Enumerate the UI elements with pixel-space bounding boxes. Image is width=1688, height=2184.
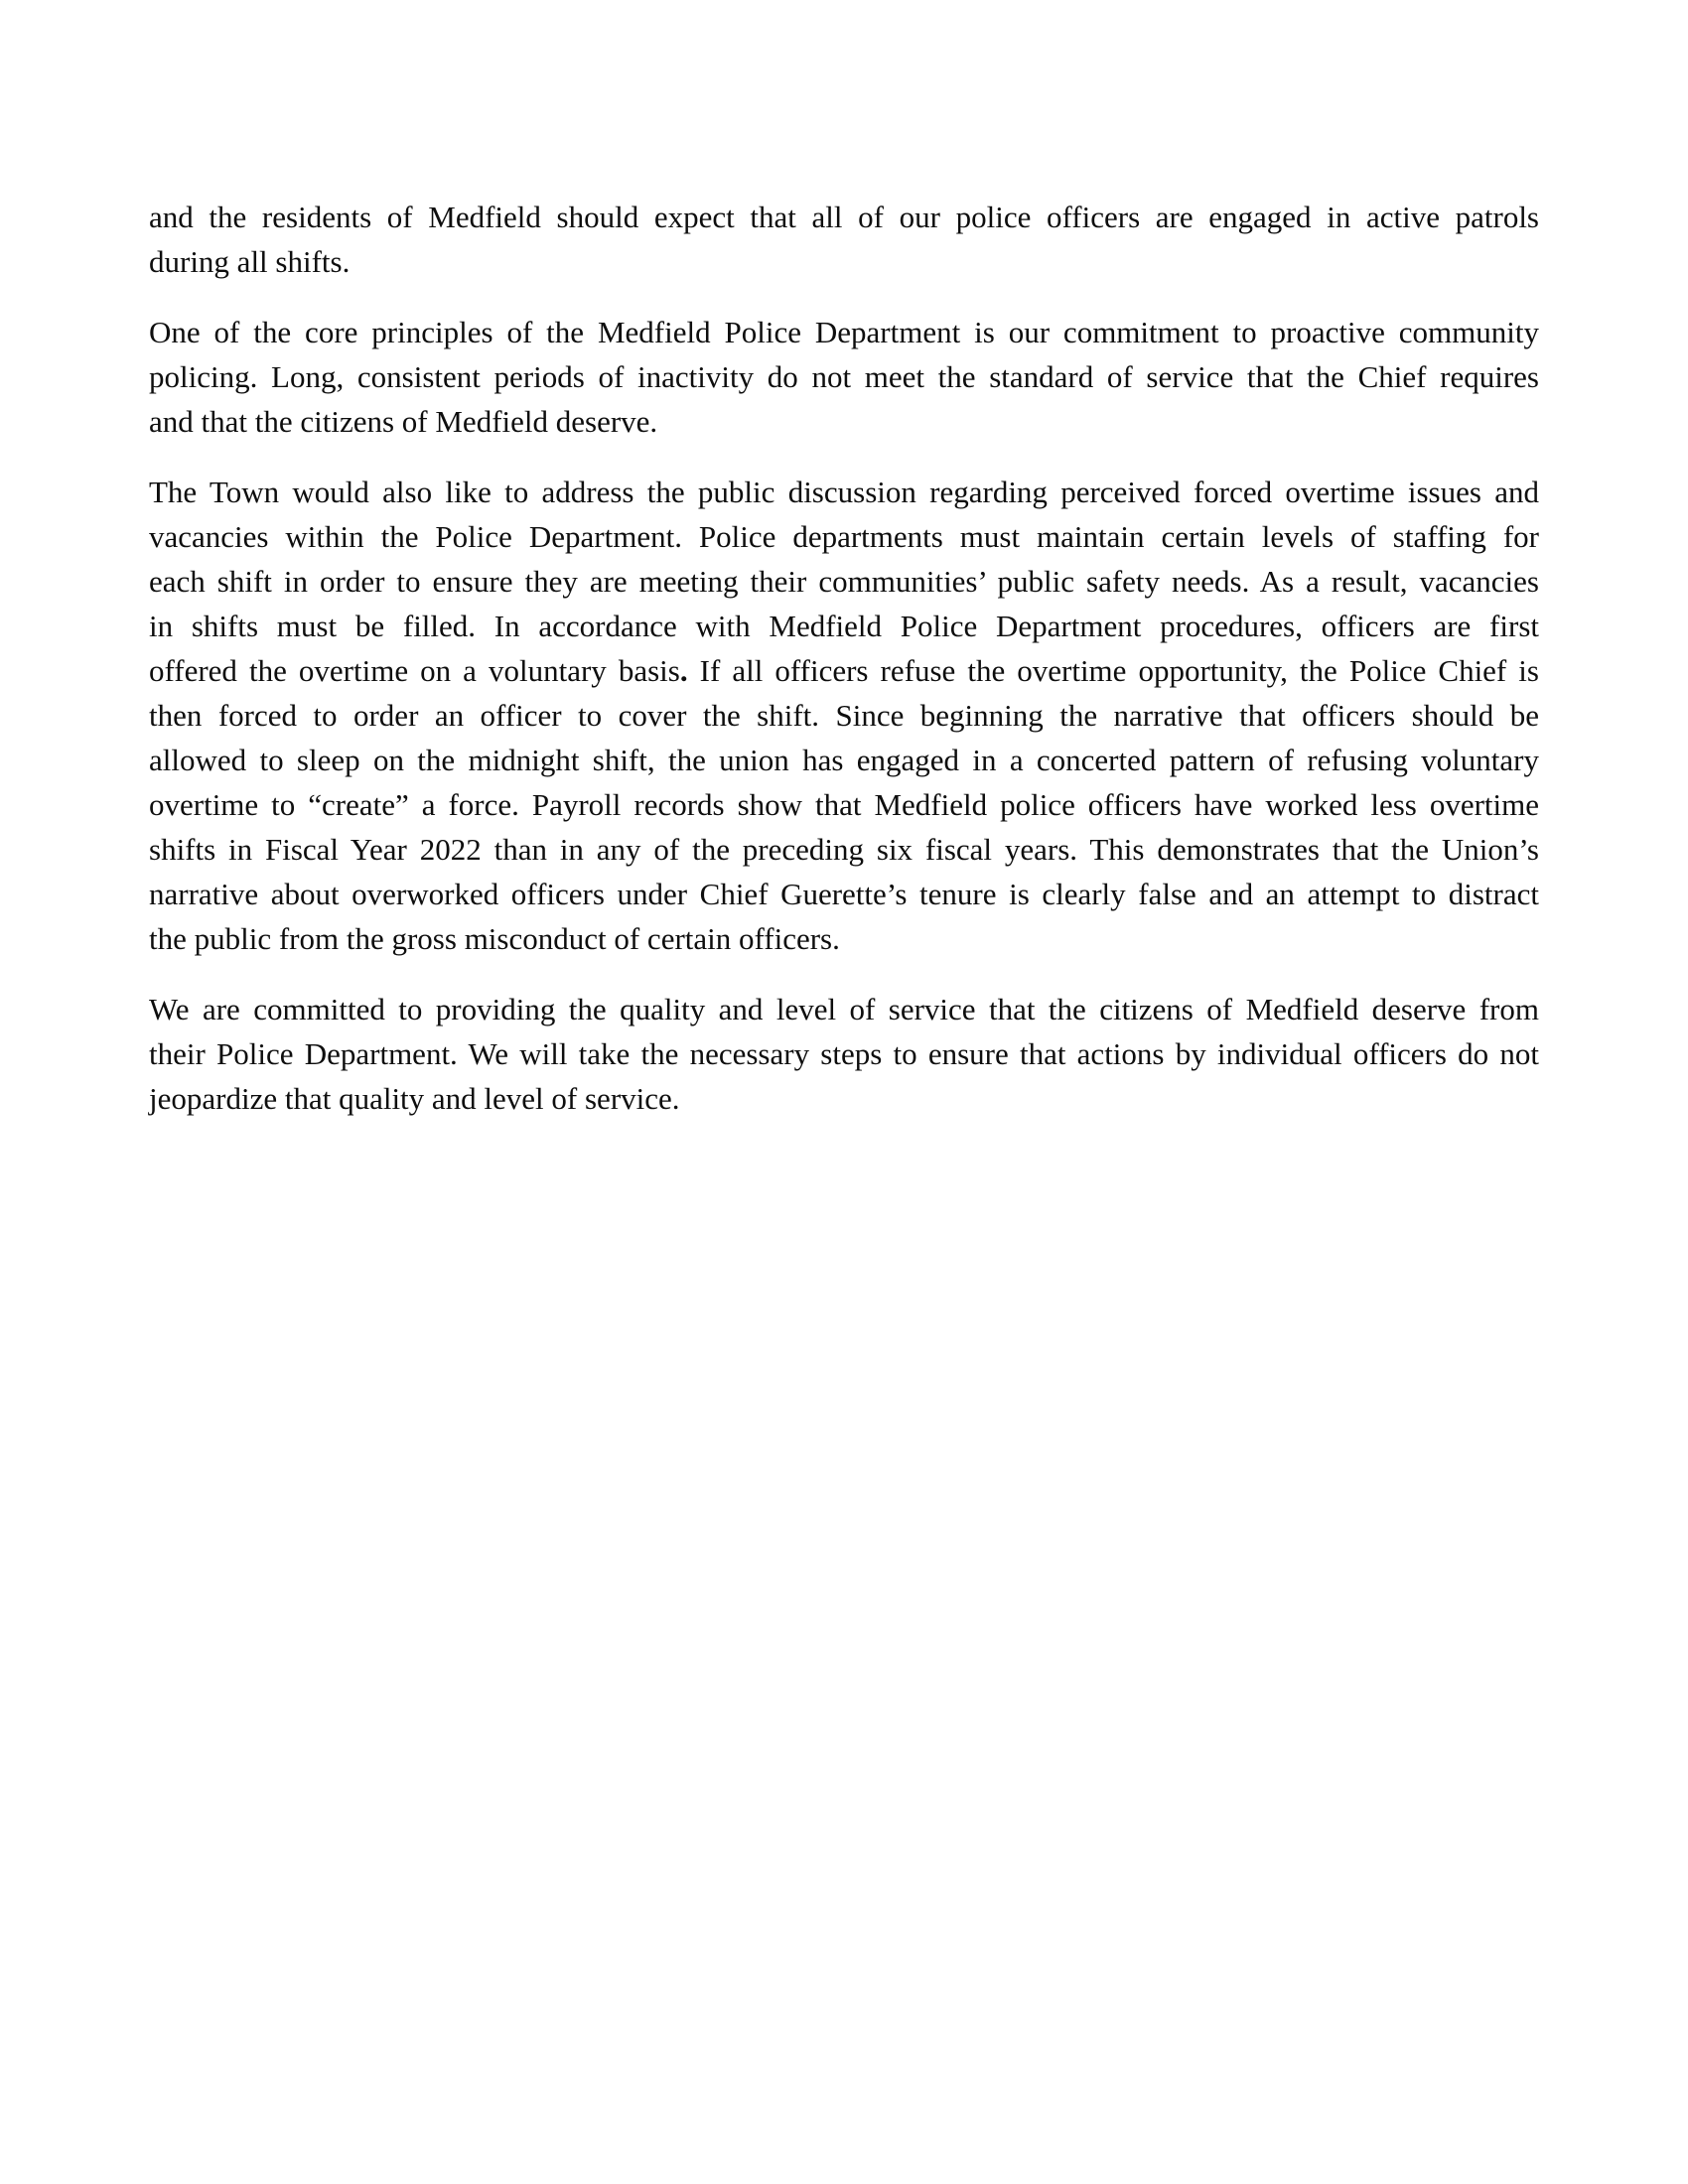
text-line: allowed to sleep on the midnight shift, the union has engaged in a concerted pattern of refusing voluntary — [149, 743, 1539, 777]
text-line: and the residents of Medfield should expect that all of our police officers are engaged in active patrols — [149, 200, 1539, 234]
paragraph — [149, 310, 1539, 444]
text-line: shifts in Fiscal Year 2022 than in any of the preceding six fiscal years. This demonstrates that the Union’s — [149, 832, 1539, 867]
text-line: during all shifts. — [149, 244, 351, 279]
text-segment: If all officers refuse the overtime opportunity, the Police Chief is — [687, 653, 1539, 688]
text-line: each shift in order to ensure they are meeting their communities’ public safety needs. As a result, vacancies — [149, 564, 1539, 599]
text-segment: offered the overtime on a voluntary basis — [149, 653, 680, 688]
text-line: One of the core principles of the Medfield Police Department is our commitment to proactive community — [149, 315, 1539, 349]
text-line: then forced to order an officer to cover the shift. Since beginning the narrative that officers should be — [149, 698, 1539, 733]
text-line: and that the citizens of Medfield deserve. — [149, 404, 658, 439]
text-line: jeopardize that quality and level of service. — [149, 1081, 680, 1116]
bold-period: . — [679, 653, 688, 688]
text-line: the public from the gross misconduct of certain officers. — [149, 921, 840, 956]
text-line: We are committed to providing the quality and level of service that the citizens of Medfield deserve from — [149, 992, 1539, 1026]
text-line: vacancies within the Police Department. Police departments must maintain certain levels of staffing for — [149, 519, 1539, 554]
text-line: their Police Department. We will take the necessary steps to ensure that actions by individual officers do not — [149, 1036, 1539, 1071]
paragraph — [149, 987, 1539, 1121]
text-line: narrative about overworked officers under Chief Guerette’s tenure is clearly false and an attempt to distract — [149, 877, 1539, 911]
document-text-block — [149, 0, 1539, 1147]
text-line: policing. Long, consistent periods of inactivity do not meet the standard of service that the Chief requires — [149, 359, 1539, 394]
paragraph — [149, 470, 1539, 961]
text-line — [149, 648, 1539, 693]
text-line: in shifts must be filled. In accordance with Medfield Police Department procedures, officers are first — [149, 609, 1539, 643]
text-line: overtime to “create” a force. Payroll records show that Medfield police officers have worked less overtime — [149, 787, 1539, 822]
paragraph — [149, 195, 1539, 284]
text-line: The Town would also like to address the public discussion regarding perceived forced overtime issues and — [149, 475, 1539, 509]
